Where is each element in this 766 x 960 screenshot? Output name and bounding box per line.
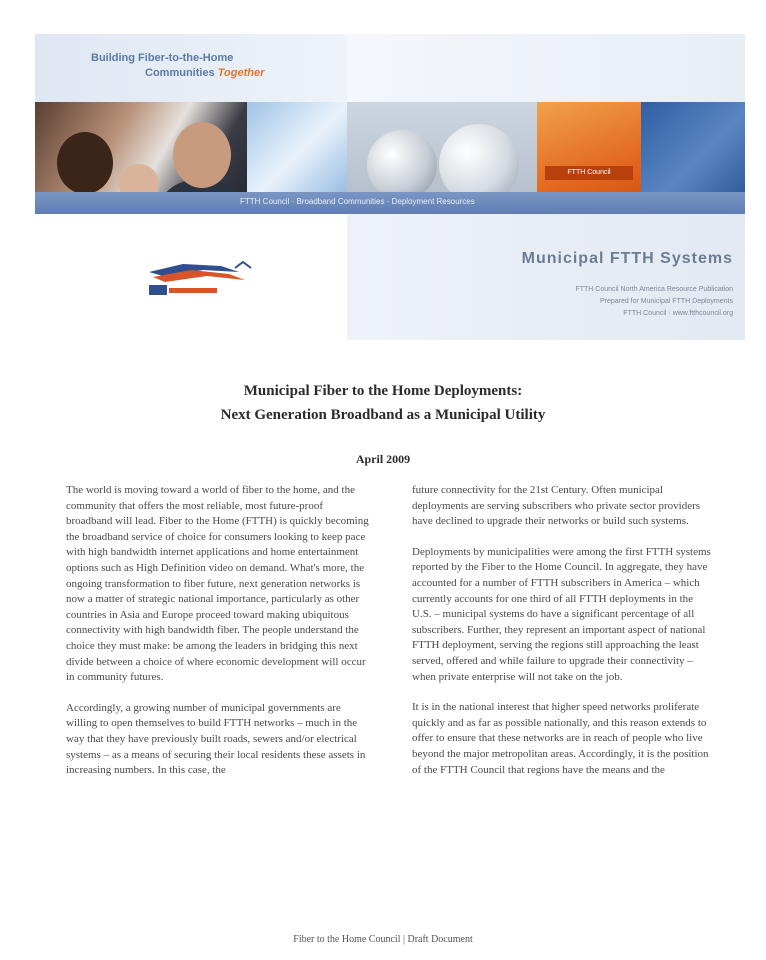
panel-line-1: FTTH Council North America Resource Publication xyxy=(575,286,733,293)
orange-badge: FTTH Council xyxy=(545,166,633,180)
left-paragraph-1: The world is moving toward a world of fiber to the home, and the community that offers the most reliable, most future-proof broadband will lead. Fiber to the Home (FTTH) is quickly becoming the broadband service of choice for consumers looking to keep pace with high bandwidth internet applications and home entertainment options such as High Definition video on demand. What's more, the ongoing transformation to fiber future, next generation networks is now a matter of strategic national importance, particularly as other countries in Asia and Europe proceed toward making ubiquitous connectivity with high bandwidth fiber. The people understand the choice they must make: be among the leaders in bridging this next divide between a choice of where economic development will occur in community futures. xyxy=(66,484,369,684)
right-column xyxy=(412,483,712,813)
right-paragraph-1: future connectivity for the 21st Century. Often municipal deployments are serving subscribers who private sector providers have declined to upgrade their networks or build such systems. xyxy=(412,484,701,528)
blue-strip xyxy=(35,192,745,214)
tagline-line-2 xyxy=(145,67,264,79)
right-paragraph-2: Deployments by municipalities were among the first FTTH systems reported by the Fiber to the Home Council. In aggregate, they have accounted for a number of FTTH subscribers in America – which currently accounts for one third of all FTTH deployments in the U.S. – municipal systems do have a significant percentage of all subscribers. Further, they represent an important aspect of national FTTH deployment, serving the regions still approaching the least served, offered and while failure to upgrade their connectivity – when private enterprise will not take on the job. xyxy=(412,545,711,683)
document-title-line-1: Municipal Fiber to the Home Deployments: xyxy=(243,383,523,399)
header-banner xyxy=(35,34,745,340)
blue-strip-text: FTTH Council · Broadband Communities · Deployment Resources xyxy=(240,197,475,206)
info-panel xyxy=(347,214,745,340)
left-paragraph-2: Accordingly, a growing number of municipal governments are willing to open themselves to build FTTH networks – much in the way that they have previously built roads, sewers and/or electrical systems – as a means of securing their local residents these assets in increasing numbers. In this case, the xyxy=(66,701,366,777)
document-date: April 2009 xyxy=(355,452,411,466)
logo-area xyxy=(35,214,347,340)
ftth-council-logo xyxy=(143,258,263,300)
right-paragraph-3: It is in the national interest that higher speed networks proliferate quickly and as far as possible nationally, and this reason extends to offer to ensure that these networks are in reach of people who live beyond the major metropolitan areas. Accordingly, it is the position of the FTTH Council that regions have the means and the xyxy=(412,701,709,776)
left-column xyxy=(66,483,371,813)
page-footer: Fiber to the Home Council | Draft Document xyxy=(293,934,473,945)
tagline-line-1: Building Fiber-to-the-Home xyxy=(91,52,234,64)
panel-line-2: Prepared for Municipal FTTH Deployments xyxy=(599,298,733,305)
panel-line-3: FTTH Council · www.ftthcouncil.org xyxy=(623,310,733,317)
person-1 xyxy=(57,132,113,194)
document-title-line-2: Next Generation Broadband as a Municipal Utility xyxy=(220,407,546,423)
tagline-panel xyxy=(35,34,347,102)
banner-top-right xyxy=(347,34,745,102)
tagline-accent: Together xyxy=(217,67,265,79)
panel-title: Municipal FTTH Systems xyxy=(521,250,733,267)
sphere-1 xyxy=(367,130,437,200)
person-3 xyxy=(173,122,231,188)
tagline-line-2-text: Communities xyxy=(145,67,215,79)
